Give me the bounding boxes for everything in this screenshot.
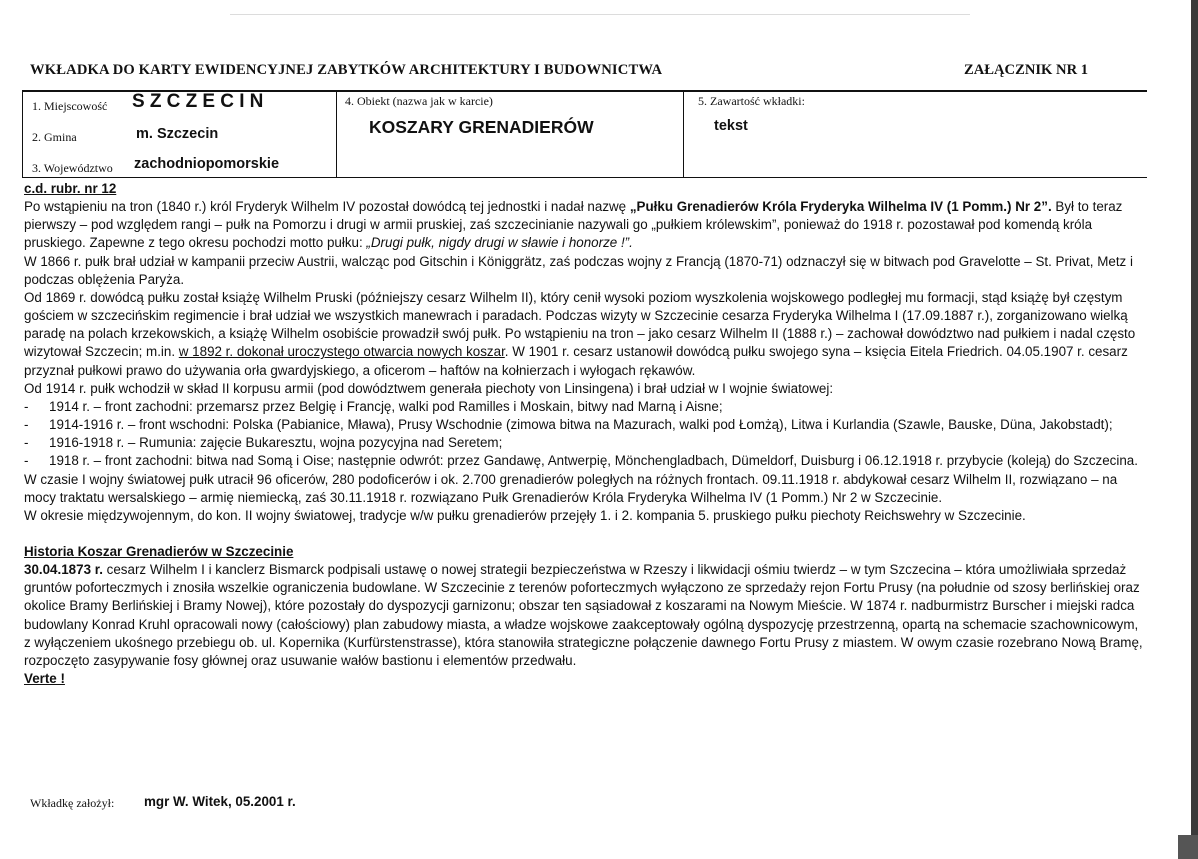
annex-label: ZAŁĄCZNIK NR 1 bbox=[964, 62, 1089, 78]
history-heading: Historia Koszar Grenadierów w Szczecinie bbox=[24, 543, 294, 559]
paragraph-text: Był to teraz pierwszy – pod względem rangi – pułk na Pomorzu i drugi w armii pruskiej, zaś szczecinianie nazywali go „pułkiem królewskim”, ponieważ do 1918 r. pozostawał pod komendą króla pruskiego. Zapewne z tego okresu pochodzi motto pułku: bbox=[24, 199, 1123, 251]
content-label: 5. Zawartość wkładki: bbox=[698, 94, 805, 108]
list-item bbox=[24, 398, 1144, 416]
municipality-label: 2. Gmina bbox=[32, 130, 77, 144]
regiment-name: „Pułku Grenadierów Króla Fryderyka Wilhelma IV (1 Pomm.) Nr 2”. bbox=[629, 199, 1052, 215]
scan-edge-corner bbox=[1178, 835, 1198, 859]
voivodeship-value: zachodniopomorskie bbox=[134, 156, 280, 172]
paragraph: W czasie I wojny światowej pułk utracił 96 oficerów, 280 podoficerów i ok. 2.700 grenadierów poległych na różnych frontach. 09.11.1918 r. abdykował cesarz Wilhelm II, rozwiązano – na mocy traktatu wersalskiego – armię niemiecką, zaś 30.11.1918 r. rozwiązano Pułk Grenadierów Króla Fryderyka Wilhelma IV (1 Pomm.) Nr 2 w Szczecinie. bbox=[24, 471, 1118, 505]
document-body bbox=[24, 180, 1144, 688]
list-item bbox=[24, 452, 1144, 470]
paragraph: W okresie międzywojennym, do kon. II wojny światowej, tradycje w/w pułku grenadierów przejęły 1. i 2. kompania 5. pruskiego pułku piechoty Reichswehry w Szczecinie. bbox=[24, 507, 1026, 523]
paragraph-text: Od 1869 r. dowódcą pułku został książę Wilhelm Pruski (późniejszy cesarz Wilhelm II), który cenił wysoki poziom wyszkolenia wojskowego podległej mu formacji, stąd książę był częstym gościem w szczecińskim regimencie i brał udział we wszystkich manewrach i paradach. Podczas wizyty w Szczecinie cesarza Fryderyka Wilhelma I (17.09.1887 r.), zorganizowano wielką paradę na polach krzekowskich, a książę Wilhelm osobiście prowadził swój pułk. Po wstąpieniu na tron – jako cesarz Wilhelm II (1888 r.) – zachował dowództwo nad pułkiem i nadal często wizytował Szczecin; m.in. bbox=[24, 289, 1136, 360]
underlined-phrase: w 1892 r. dokonał uroczystego otwarcia nowych koszar bbox=[178, 344, 505, 360]
paragraph bbox=[24, 289, 1144, 380]
date-highlight: 30.04.1873 r. bbox=[24, 562, 103, 578]
municipality-value: m. Szczecin bbox=[136, 126, 219, 142]
frame-divider-1 bbox=[336, 90, 337, 178]
locality-value: SZCZECIN bbox=[132, 91, 269, 112]
paragraph-text: cesarz Wilhelm I i kanclerz Bismarck podpisali ustawę o nowej strategii bezpieczeństwa w Rzeszy i likwidacji ośmiu twierdz – w tym Szczecina – która umożliwiała sprzedaż gruntów poforteczmych i znosiła wszelkie ograniczenia budowlane. W Szczecinie z terenów poforteczmych wyłączono ze sprzedaży rejon Fortu Prusy (na południe od szosy berlińskiej oraz okolice Bramy Berlińskiej i Bramy Nowej), które pozostały do dyspozycji garnizonu; obszar ten sąsiadował z koszarami na Nowym Mieście. W 1874 r. nadburmistrz Burscher i miejski radca budowlany Konrad Kruhl opracowali nowy (całościowy) plan zabudowy miasta, a władze wojskowe zaakceptowały ogólną dyspozycję przestrzenną, opartą na schemacie szachownicowym, z wyłączeniem ukośnego przebiegu ob. ul. Kopernika (Kurfürstenstrasse), która stanowiła strategiczne połączenie dawnego Fortu Prusy z miastem. W owym czasie rozebrano Nową Bramę, rozpoczęto zasypywanie fosy głównej oraz usuwanie wałów bastionu i elementów przedwału. bbox=[24, 562, 1143, 668]
bullet-dash: - bbox=[24, 453, 29, 469]
list-item-text: 1918 r. – front zachodni: bitwa nad Somą i Oise; następnie odwrót: przez Gandawę, Antwerpię, Mönchengladbach, Dümeldorf, Duisburg i 06.12.1918 r. przybycie (koleją) do Szczecina. bbox=[49, 453, 1138, 469]
object-value: KOSZARY GRENADIERÓW bbox=[369, 117, 594, 137]
content-value: tekst bbox=[714, 118, 748, 134]
paragraph-text: Po wstąpieniu na tron (1840 r.) król Fryderyk Wilhelm IV pozostał dowódcą tej jednostki i nadał nazwę bbox=[24, 199, 630, 215]
bullet-dash: - bbox=[24, 417, 29, 433]
locality-label: 1. Miejscowość bbox=[32, 99, 108, 113]
paragraph: Od 1914 r. pułk wchodził w skład II korpusu armii (pod dowództwem generała piechoty von Linsingena) i brał udział w I wojnie światowej: bbox=[24, 380, 834, 396]
paragraph: W 1866 r. pułk brał udział w kampanii przeciw Austrii, walcząc pod Gitschin i Königgrätz, zaś podczas wojny z Francją (1870-71) odznaczył się w bitwach pod Gravelotte – St. Privat, Metz i podczas oblężenia Paryża. bbox=[24, 253, 1133, 287]
voivodeship-label: 3. Województwo bbox=[32, 161, 113, 175]
scan-edge-right bbox=[1191, 0, 1198, 859]
list-item bbox=[24, 416, 1144, 434]
form-title: WKŁADKA DO KARTY EWIDENCYJNEJ ZABYTKÓW ARCHITEKTURY I BUDOWNICTWA bbox=[30, 62, 663, 78]
paragraph-gap bbox=[24, 525, 1144, 543]
continue-note: Verte ! bbox=[24, 671, 65, 687]
paragraph-text: . W 1901 r. cesarz ustanowił dowódcą pułku swojego syna – księcia Eitela Friedrich. 04.05.1907 r. cesarz przyznał pułkowi prawo do używania orła gwardyjskiego, a oficerom – haftów na kołnierzach i wyłogach rękawów. bbox=[24, 344, 1128, 378]
scan-edge-top bbox=[230, 14, 970, 15]
frame-left-line bbox=[22, 90, 23, 178]
list-item bbox=[24, 434, 1144, 452]
paragraph bbox=[24, 198, 1144, 252]
paragraph bbox=[24, 561, 1144, 670]
bullet-dash: - bbox=[24, 398, 29, 414]
frame-divider-2 bbox=[683, 90, 684, 178]
object-label: 4. Obiekt (nazwa jak w karcie) bbox=[345, 94, 493, 108]
regiment-motto: „Drugi pułk, nigdy drugi w sławie i honorze !”. bbox=[366, 235, 633, 251]
list-item-text: 1914-1916 r. – front wschodni: Polska (Pabianice, Mława), Prusy Wschodnie (zimowa bitwa na Mazurach, walki pod Łomżą), Litwa i Kurlandia (Szawle, Bauske, Düna, Jakobstadt); bbox=[49, 417, 1113, 433]
list-item-text: 1914 r. – front zachodni: przemarsz przez Belgię i Francję, walki pod Ramilles i Moskain, bitwy nad Marną i Aisne; bbox=[49, 398, 723, 414]
bullet-dash: - bbox=[24, 435, 29, 451]
author-value: mgr W. Witek, 05.2001 r. bbox=[144, 794, 296, 809]
author-label: Wkładkę założył: bbox=[30, 796, 115, 810]
section-heading: c.d. rubr. nr 12 bbox=[24, 181, 117, 196]
list-item-text: 1916-1918 r. – Rumunia: zajęcie Bukaresztu, wojna pozycyjna nad Seretem; bbox=[49, 435, 503, 451]
frame-bottom-line bbox=[22, 177, 1147, 178]
